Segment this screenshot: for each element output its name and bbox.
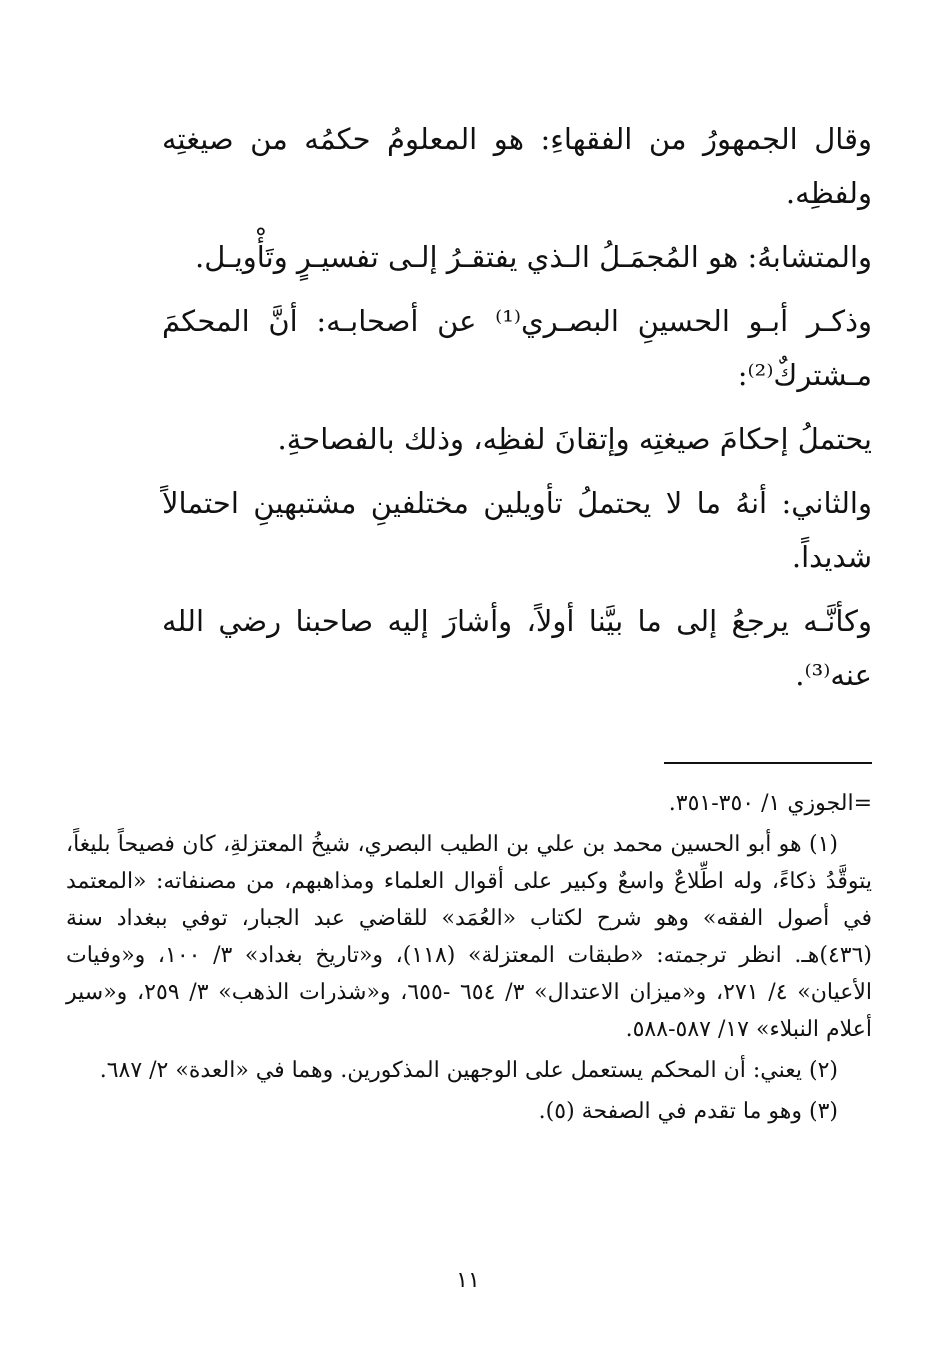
paragraph-mutashabih-definition: والمتشابهُ: هو المُجمَـلُ الـذي يفتقـرُ إلـى تفسيـرٍ وتَأْويـل. bbox=[195, 240, 872, 274]
paragraph-majority-definition: وقال الجمهورُ من الفقهاءِ: هو المعلومُ حكمُه من صيغتِه ولفظِه. bbox=[162, 122, 872, 210]
paragraph-second-meaning: والثاني: أنهُ ما لا يحتملُ تأويلين مختلفينِ مشتبهينِ احتمالاً شديداً. bbox=[162, 486, 872, 574]
footnotes-block bbox=[66, 785, 872, 1134]
paragraph-abu-al-husayn: وذكـر أبـو الحسينِ البصـري⁽¹⁾ عن أصحابـه: أنَّ المحكمَ مـشتركٌ⁽²⁾: bbox=[162, 304, 873, 392]
footnote-3: (٣) وهو ما تقدم في الصفحة (٥). bbox=[538, 1099, 838, 1124]
page-number: ١١ bbox=[456, 1268, 480, 1293]
main-text-block bbox=[162, 112, 872, 712]
paragraph-conclusion: وكأنَّـه يرجعُ إلى ما بيَّنا أولاً، وأشارَ إليه صاحبنا رضي الله عنه⁽³⁾. bbox=[162, 604, 872, 692]
footnote-divider bbox=[664, 762, 872, 764]
paragraph-first-meaning: يحتملُ إحكامَ صيغتِه وإتقانَ لفظِه، وذلك بالفصاحةِ. bbox=[277, 422, 872, 456]
footnote-2: (٢) يعني: أن المحكم يستعمل على الوجهين المذكورين. وهما في «العدة» ٢/ ٦٨٧. bbox=[99, 1058, 838, 1083]
footnote-1: (١) هو أبو الحسين محمد بن علي بن الطيب البصري، شيخُ المعتزلةِ، كان فصيحاً بليغاً، يتوقَّدُ ذكاءً، وله اطِّلاعٌ واسعٌ وكبير على أقوال العلماء ومذاهبهم، من مصنفاته: «المعتمد في أصول الفقه» وهو شرح لكتاب «العُمَد» للقاضي عبد الجبار، توفي ببغداد سنة (٤٣٦)هـ. انظر ترجمته: «طبقات المعتزلة» (١١٨)، و«تاريخ بغداد» ٣/ ١٠٠، و«وفيات الأعيان» ٤/ ٢٧١، و«ميزان الاعتدال» ٣/ ٦٥٤ -٦٥٥، و«شذرات الذهب» ٣/ ٢٥٩، و«سير أعلام النبلاء» ١٧/ ٥٨٧-٥٨٨. bbox=[66, 832, 872, 1042]
footnote-continuation: =الجوزي ١/ ٣٥٠-٣٥١. bbox=[668, 791, 872, 816]
